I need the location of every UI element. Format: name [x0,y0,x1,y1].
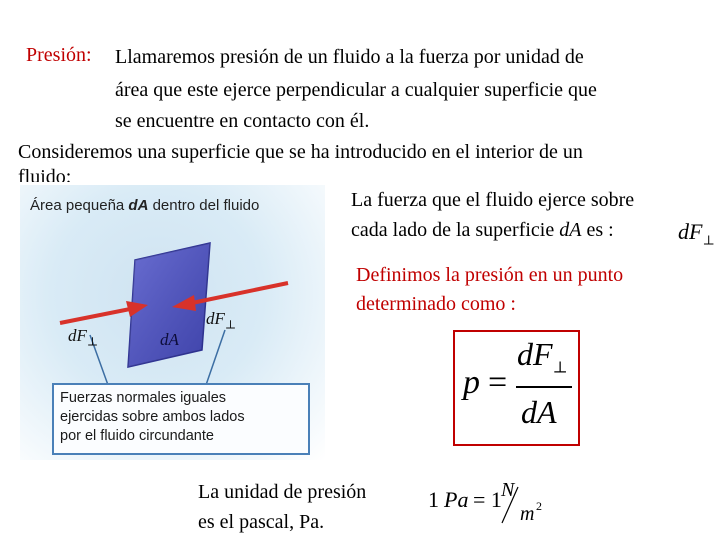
pressure-def-line-2: determinado como : [356,293,516,315]
fluid-area-figure [20,185,325,460]
left-force-label: $dF_\perp$ [68,326,99,349]
formula-fraction-bar [516,386,572,388]
formula-lhs: p [463,364,480,401]
pressure-formula-box [453,330,580,446]
definition-line-1: Llamaremos presión de un fluido a la fuerza por unidad de [115,46,584,68]
definition-line-2: área que este ejerce perpendicular a cualquier superficie que [115,79,597,101]
pascal-definition: 1 Pa = 1 N m 2 [428,479,542,525]
formula-equals: = [488,364,508,401]
consider-line-2: fluido: [18,166,72,182]
pressure-def-line-1: Definimos la presión en un punto [356,264,624,286]
left-force-arrow-shaft [60,309,130,323]
formula-numerator: $dF_\perp$ [517,336,568,377]
force-symbol: $dF_\perp$ [678,219,715,248]
presion-label: Presión: [26,44,92,66]
figure-caption: Fuerzas normales iguales ejercidas sobre ambos lados por el fluido circundante [52,383,310,455]
force-text-line-2: cada lado de la superficie dA es : [351,219,614,241]
consider-line-1: Consideremos una superficie que se ha introducido en el interior de un [18,141,583,163]
unit-line-2: es el pascal, Pa. [198,511,325,533]
formula-denominator: dA [521,394,557,430]
unit-line-1: La unidad de presión [198,481,367,503]
definition-line-3: se encuentre en contacto con él. [115,110,370,132]
figure-title: Área pequeña dA dentro del fluido [30,197,260,214]
force-text-line-1: La fuerza que el fluido ejerce sobre [351,189,635,211]
right-pointer-line [206,330,225,385]
right-force-label: $dF_\perp$ [206,309,237,332]
area-label: dA [160,330,179,349]
